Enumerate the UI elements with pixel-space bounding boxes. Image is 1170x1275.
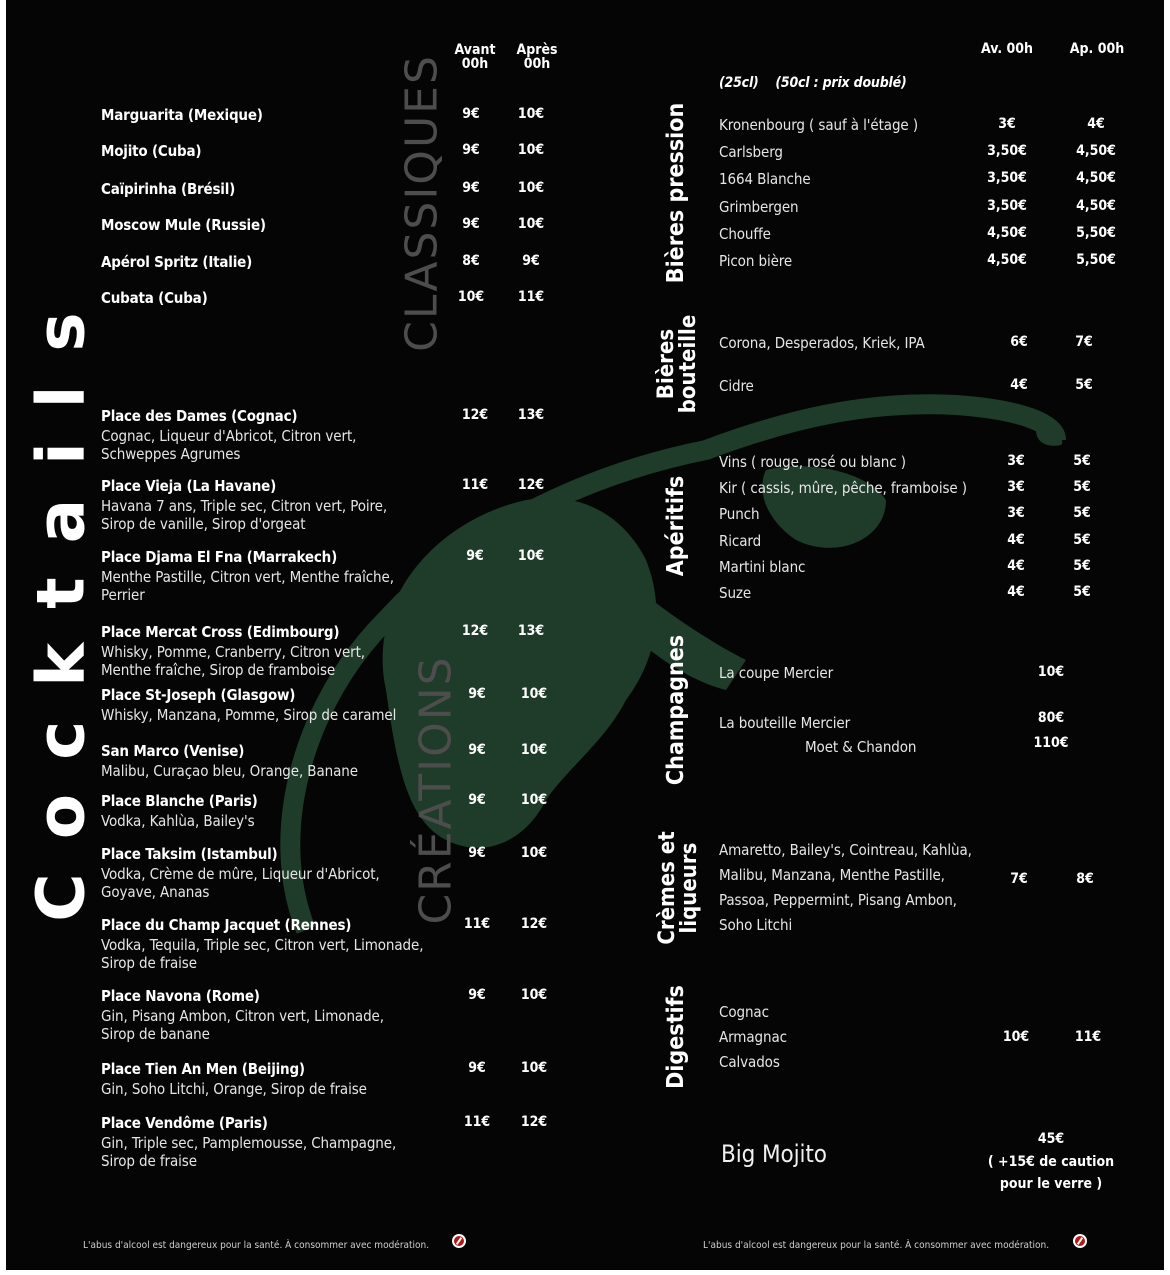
creation-ingredients: Malibu, Curaçao bleu, Orange, Banane: [101, 762, 358, 780]
champagnes-title: Champagnes: [663, 634, 689, 786]
digestifs-av-price: 10€: [1002, 1029, 1030, 1045]
aperitifs-price-av: 4€: [1007, 532, 1025, 548]
big-mojito-caution: pour le verre ): [999, 1176, 1103, 1192]
creation-price-apres: 13€: [517, 407, 545, 423]
pression-name: Grimbergen: [719, 198, 799, 216]
creations-title: CRÉATIONS: [410, 655, 462, 925]
creation-ingredients: Menthe Pastille, Citron vert, Menthe fraîche,: [101, 568, 394, 586]
cremes-ap-price: 8€: [1076, 871, 1094, 887]
creation-ingredients: Vodka, Kahlùa, Bailey's: [101, 812, 255, 830]
pression-price-ap: 4,50€: [1076, 170, 1116, 186]
creation-name: Place des Dames (Cognac): [101, 407, 298, 425]
aperitifs-name: Punch: [719, 505, 760, 523]
creation-price-apres: 10€: [520, 1060, 548, 1076]
pression-price-ap: 4,50€: [1076, 198, 1116, 214]
cremes-line: Soho Litchi: [719, 916, 793, 934]
pression-price-ap: 5,50€: [1076, 252, 1116, 268]
aperitifs-price-ap: 5€: [1073, 479, 1091, 495]
creation-price-apres: 13€: [517, 623, 545, 639]
pression-price-av: 3,50€: [987, 198, 1027, 214]
pression-price-av: 4,50€: [987, 252, 1027, 268]
classique-price-apres: 11€: [517, 289, 545, 305]
creation-price-avant: 11€: [461, 477, 489, 493]
bouteille-price-av: 6€: [1010, 334, 1028, 350]
classique-price-avant: 9€: [462, 106, 480, 122]
big-mojito-price: 45€: [1037, 1131, 1065, 1147]
aperitifs-name: Kir ( cassis, mûre, pêche, framboise ): [719, 479, 967, 497]
classique-price-avant: 10€: [457, 289, 485, 305]
classique-price-apres: 9€: [522, 253, 540, 269]
aperitifs-price-av: 4€: [1007, 558, 1025, 574]
creation-price-avant: 9€: [468, 987, 486, 1003]
aperitifs-price-ap: 5€: [1073, 505, 1091, 521]
cremes-line: Malibu, Manzana, Menthe Pastille,: [719, 866, 945, 884]
classique-price-avant: 8€: [462, 253, 480, 269]
classique-price-apres: 10€: [517, 216, 545, 232]
creation-price-apres: 12€: [517, 477, 545, 493]
classique-price-apres: 10€: [517, 142, 545, 158]
creation-price-apres: 10€: [517, 548, 545, 564]
bouteille-price-av: 4€: [1010, 377, 1028, 393]
creation-ingredients: Vodka, Crème de mûre, Liqueur d'Abricot,: [101, 865, 380, 883]
cremes-line: Passoa, Peppermint, Pisang Ambon,: [719, 891, 957, 909]
bouteille-price-ap: 7€: [1075, 334, 1093, 350]
digestifs-ap-price: 11€: [1074, 1029, 1102, 1045]
creation-name: Place Blanche (Paris): [101, 792, 258, 810]
aperitifs-price-av: 4€: [1007, 584, 1025, 600]
aperitifs-title: Apéritifs: [663, 475, 689, 577]
pression-price-av: 3,50€: [987, 170, 1027, 186]
creation-ingredients: Whisky, Manzana, Pomme, Sirop de caramel: [101, 706, 397, 724]
ap-header: Ap. 00h: [1069, 41, 1125, 57]
creation-price-avant: 9€: [466, 548, 484, 564]
menu-page: [6, 0, 1164, 1270]
digestif-line: Calvados: [719, 1053, 780, 1071]
creation-ingredients: Cognac, Liqueur d'Abricot, Citron vert,: [101, 427, 357, 445]
creation-price-apres: 10€: [520, 742, 548, 758]
classiques-title: CLASSIQUES: [396, 54, 448, 352]
creation-price-apres: 12€: [520, 1114, 548, 1130]
creation-ingredients: Whisky, Pomme, Cranberry, Citron vert,: [101, 643, 365, 661]
classique-price-apres: 10€: [517, 106, 545, 122]
pression-price-ap: 4,50€: [1076, 143, 1116, 159]
classique-name: Moscow Mule (Russie): [101, 216, 266, 234]
creation-name: San Marco (Venise): [101, 742, 245, 760]
creation-price-avant: 9€: [468, 845, 486, 861]
creation-name: Place Mercat Cross (Edimbourg): [101, 623, 340, 641]
digestif-line: Cognac: [719, 1003, 769, 1021]
creation-price-apres: 10€: [520, 792, 548, 808]
aperitifs-name: Martini blanc: [719, 558, 806, 576]
creation-price-apres: 10€: [520, 845, 548, 861]
bieres-pression-title: Bières pression: [663, 102, 689, 284]
creation-price-avant: 11€: [463, 1114, 491, 1130]
classique-name: Caïpirinha (Brésil): [101, 180, 236, 198]
creation-ingredients: Havana 7 ans, Triple sec, Citron vert, Poire,: [101, 497, 388, 515]
classique-price-avant: 9€: [462, 180, 480, 196]
cocktails-title: Cocktails: [22, 278, 100, 922]
creation-price-avant: 9€: [468, 742, 486, 758]
creation-price-avant: 9€: [468, 1060, 486, 1076]
classique-name: Cubata (Cuba): [101, 289, 208, 307]
creation-name: Place Tien An Men (Beijing): [101, 1060, 305, 1078]
pression-name: Carlsberg: [719, 143, 783, 161]
bouteille-name: Corona, Desperados, Kriek, IPA: [719, 334, 925, 352]
aperitifs-name: Vins ( rouge, rosé ou blanc ): [719, 453, 906, 471]
aperitifs-price-av: 3€: [1007, 505, 1025, 521]
cremes-av-price: 7€: [1010, 871, 1028, 887]
pression-name: Picon bière: [719, 252, 793, 270]
creation-price-avant: 11€: [463, 916, 491, 932]
creation-ingredients: Gin, Pisang Ambon, Citron vert, Limonade,: [101, 1007, 384, 1025]
creation-ingredients: Sirop de vanille, Sirop d'orgeat: [101, 515, 306, 533]
aperitifs-name: Suze: [719, 584, 752, 602]
pression-name: 1664 Blanche: [719, 170, 811, 188]
champagne-coupe: La coupe Mercier: [719, 664, 834, 682]
aperitifs-price-ap: 5€: [1073, 558, 1091, 574]
creation-name: Place Navona (Rome): [101, 987, 260, 1005]
pression-price-ap: 4€: [1087, 116, 1105, 132]
big-mojito-name: Big Mojito: [721, 1140, 827, 1168]
champagne-moet-price: 110€: [1033, 735, 1069, 751]
creation-name: Place Djama El Fna (Marrakech): [101, 548, 338, 566]
champagne-moet: Moet & Chandon: [805, 738, 917, 756]
creation-ingredients: Perrier: [101, 586, 145, 604]
creation-ingredients: Gin, Triple sec, Pamplemousse, Champagne,: [101, 1134, 397, 1152]
creation-ingredients: Goyave, Ananas: [101, 883, 210, 901]
creation-name: Place du Champ Jacquet (Rennes): [101, 916, 352, 934]
champagne-bouteille: La bouteille Mercier: [719, 714, 851, 732]
pression-price-av: 3€: [998, 116, 1016, 132]
pression-price-ap: 5,50€: [1076, 225, 1116, 241]
creation-price-apres: 10€: [520, 686, 548, 702]
bieres-bouteille-title: Bières bouteille: [654, 314, 701, 414]
bouteille-name: Cidre: [719, 377, 754, 395]
classique-price-avant: 9€: [462, 142, 480, 158]
creation-name: Place Taksim (Istambul): [101, 845, 278, 863]
creation-price-apres: 10€: [520, 987, 548, 1003]
digestifs-title: Digestifs: [663, 985, 689, 1089]
health-warning-right: L'abus d'alcool est dangereux pour la santé. À consommer avec modération.: [703, 1240, 1050, 1251]
creation-price-apres: 12€: [520, 916, 548, 932]
creation-ingredients: Sirop de banane: [101, 1025, 210, 1043]
aperitifs-price-ap: 5€: [1073, 584, 1091, 600]
no-alcohol-pregnant-icon: [1073, 1234, 1087, 1248]
creation-ingredients: Sirop de fraise: [101, 954, 197, 972]
aperitifs-price-av: 3€: [1007, 479, 1025, 495]
classique-price-apres: 10€: [517, 180, 545, 196]
aperitifs-price-av: 3€: [1007, 453, 1025, 469]
creation-ingredients: Menthe fraîche, Sirop de framboise: [101, 661, 336, 679]
creation-name: Place St-Joseph (Glasgow): [101, 686, 296, 704]
creation-price-avant: 12€: [461, 407, 489, 423]
creation-price-avant: 12€: [461, 623, 489, 639]
pression-name: Kronenbourg ( sauf à l'étage ): [719, 116, 918, 134]
draft-size-note: (25cl) (50cl : prix doublé): [719, 75, 907, 91]
creation-name: Place Vieja (La Havane): [101, 477, 277, 495]
av-header: Av. 00h: [981, 41, 1033, 57]
pression-price-av: 3,50€: [987, 143, 1027, 159]
creation-ingredients: Schweppes Agrumes: [101, 445, 241, 463]
health-warning-left: L'abus d'alcool est dangereux pour la santé. À consommer avec modération.: [83, 1240, 430, 1251]
creation-name: Place Vendôme (Paris): [101, 1114, 268, 1132]
cremes-liqueurs-title: Crèmes et liqueurs: [655, 831, 702, 945]
aperitifs-name: Ricard: [719, 532, 762, 550]
bouteille-price-ap: 5€: [1075, 377, 1093, 393]
aperitifs-price-ap: 5€: [1073, 532, 1091, 548]
no-alcohol-pregnant-icon: [452, 1234, 466, 1248]
big-mojito-caution: ( +15€ de caution: [987, 1154, 1115, 1170]
avant-header: Avant 00h: [454, 42, 496, 72]
classique-price-avant: 9€: [462, 216, 480, 232]
classique-name: Apérol Spritz (Italie): [101, 253, 253, 271]
creation-price-avant: 9€: [468, 686, 486, 702]
classique-name: Mojito (Cuba): [101, 142, 202, 160]
creation-price-avant: 9€: [468, 792, 486, 808]
champagne-coupe-price: 10€: [1037, 664, 1065, 680]
aperitifs-price-ap: 5€: [1073, 453, 1091, 469]
classique-name: Marguarita (Mexique): [101, 106, 263, 124]
creation-ingredients: Sirop de fraise: [101, 1152, 197, 1170]
pression-price-av: 4,50€: [987, 225, 1027, 241]
champagne-bouteille-price: 80€: [1037, 710, 1065, 726]
creation-ingredients: Vodka, Tequila, Triple sec, Citron vert, Limonade,: [101, 936, 424, 954]
creation-ingredients: Gin, Soho Litchi, Orange, Sirop de fraise: [101, 1080, 367, 1098]
apres-header: Après 00h: [516, 42, 558, 72]
pression-name: Chouffe: [719, 225, 771, 243]
digestif-line: Armagnac: [719, 1028, 787, 1046]
cremes-line: Amaretto, Bailey's, Cointreau, Kahlùa,: [719, 841, 972, 859]
